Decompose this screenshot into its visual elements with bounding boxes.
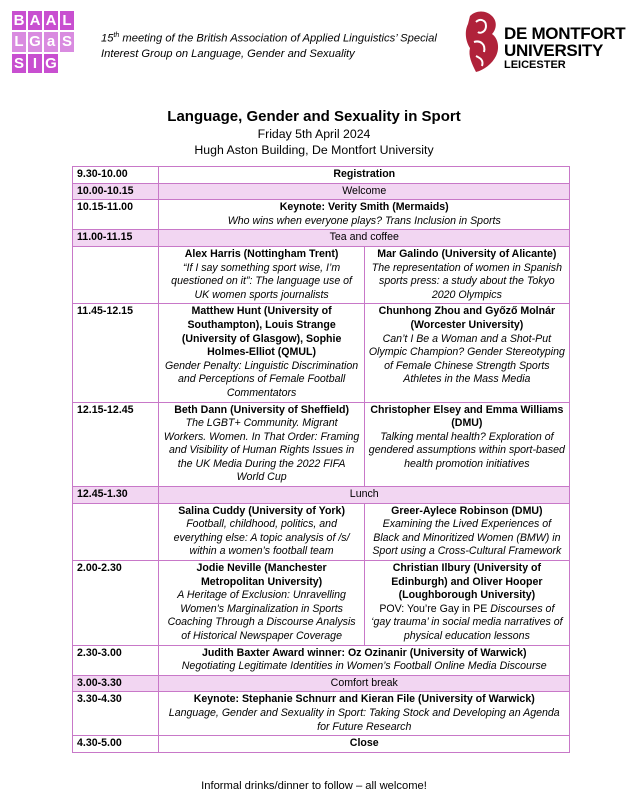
keynote-cell: [159, 692, 570, 736]
talk-cell: [364, 561, 569, 646]
award-cell: [159, 645, 570, 675]
talk-cell: [159, 402, 364, 487]
speaker-name: Keynote: Stephanie Schnurr and Kieran File (University of Warwick): [193, 693, 535, 706]
time-cell: 2.00-2.30: [73, 561, 159, 646]
time-cell: 2.30-3.00: [73, 645, 159, 675]
baal-logo: [11, 10, 75, 74]
time-cell: 11.00-11.15: [73, 230, 159, 247]
dmu-line3: LEICESTER: [504, 59, 566, 71]
talk-title: Gender Penalty: Linguistic Discrimination and Perceptions of Female Football Commentators: [165, 359, 359, 399]
talk-title: A Heritage of Exclusion: Unravelling Women's Marginalization in Sports Coaching Through a Discourse Analysis of Historical Newspaper Coverage: [167, 589, 356, 642]
time-cell: 12.15-12.45: [73, 402, 159, 487]
table-row: [73, 675, 570, 692]
time-cell: 10.15-11.00: [73, 200, 159, 230]
speaker-name: Salina Cuddy (University of York): [178, 504, 345, 517]
talk-title: Football, childhood, politics, and everything else: A topic analysis of /s/ within a women’s football team: [173, 518, 350, 558]
time-cell: 4.30-5.00: [73, 736, 159, 753]
session-label: Comfort break: [159, 675, 570, 692]
event-venue: Hugh Aston Building, De Montfort University: [194, 143, 434, 157]
session-label: Welcome: [159, 183, 570, 200]
page-title: Language, Gender and Sexuality in Sport: [167, 108, 461, 125]
time-cell: [73, 246, 159, 303]
speaker-name: Jodie Neville (Manchester Metropolitan University): [196, 562, 327, 588]
time-cell: 10.00-10.15: [73, 183, 159, 200]
talk-title: “If I say something sport wise, I’m questioned on it”: The language use of UK women sports journalists: [171, 261, 352, 301]
table-row: [73, 487, 570, 504]
talk-cell: [159, 561, 364, 646]
dmu-line2: UNIVERSITY: [504, 41, 604, 60]
logo-cell: L: [11, 31, 27, 52]
session-label: Lunch: [159, 487, 570, 504]
time-cell: [73, 503, 159, 560]
speaker-name: Judith Baxter Award winner: Oz Ozinanir (University of Warwick): [201, 646, 527, 659]
talk-title: POV: You’re Gay in PE Discourses of ‘gay trauma’ in social media narratives of physical education lessons: [371, 602, 563, 642]
logo-cell: S: [59, 31, 75, 52]
time-cell: 11.45-12.15: [73, 304, 159, 402]
table-row: [73, 503, 570, 560]
dmu-wordmark: [504, 25, 625, 71]
time-cell: 9.30-10.00: [73, 167, 159, 184]
session-label: Close: [159, 736, 570, 753]
logo-cell: S: [11, 53, 27, 74]
logo-cell: G: [43, 53, 59, 74]
table-row: [73, 246, 570, 303]
talk-cell: [364, 304, 569, 402]
time-cell: 12.45-1.30: [73, 487, 159, 504]
talk-cell: [159, 503, 364, 560]
logo-cell: a: [43, 31, 59, 52]
table-row: [73, 402, 570, 487]
talk-cell: [364, 246, 569, 303]
table-row: [73, 692, 570, 736]
time-cell: 3.30-4.30: [73, 692, 159, 736]
talk-title: Negotiating Legitimate Identities in Women’s Football Online Media Discourse: [181, 660, 547, 673]
talk-title: Language, Gender and Sexuality in Sport: Taking Stock and Developing an Agenda for Future Research: [168, 706, 560, 733]
session-label: Tea and coffee: [159, 230, 570, 247]
table-row: [73, 183, 570, 200]
table-row: [73, 200, 570, 230]
meeting-description: 15th meeting of the British Association of Applied Linguistics’ Special Interest Group on Language, Gender and Sexuality: [101, 32, 437, 60]
table-row: [73, 167, 570, 184]
speaker-name: Matthew Hunt (University of Southampton), Louis Strange (University of Glasgow), Sophie Holmes-Elliot (QMUL): [181, 305, 342, 359]
table-row: [73, 230, 570, 247]
logo-cell: I: [27, 53, 43, 74]
talk-title: Talking mental health? Exploration of gendered assumptions within sport-based health promotion initiatives: [368, 430, 565, 470]
speaker-name: Christian Ilbury (University of Edinburgh) and Oliver Hooper (Loughborough University): [391, 562, 543, 602]
talk-title: Examining the Lived Experiences of Black and Minoritized Women (BMW) in Sport using a Cross-Cultural Framework: [372, 518, 562, 558]
speaker-name: Alex Harris (Nottingham Trent): [184, 247, 339, 260]
table-row: [73, 304, 570, 402]
table-row: [73, 645, 570, 675]
programme-table: [72, 166, 570, 753]
speaker-name: Christopher Elsey and Emma Williams (DMU): [370, 403, 564, 430]
talk-cell: [159, 246, 364, 303]
speaker-name: Beth Dann (University of Sheffield): [174, 403, 349, 416]
dmu-line1: DE MONTFORT: [504, 24, 626, 43]
footer-note: Informal drinks/dinner to follow – all welcome!: [201, 780, 427, 792]
speaker-name: Keynote: Verity Smith (Mermaids): [279, 201, 449, 214]
speaker-name: Chunhong Zhou and Győző Molnár (Worcester University): [378, 305, 556, 331]
time-cell: 3.00-3.30: [73, 675, 159, 692]
talk-title: The representation of women in Spanish sports press: a study about the Tokyo 2020 Olympics: [371, 261, 562, 301]
talk-title: The LGBT+ Community. Migrant Workers. Women. In That Order: Framing and Visibility of Human Rights Issues in the UK Media During the 2022 FIFA World Cup: [163, 417, 360, 484]
logo-cell: A: [43, 10, 59, 31]
talk-title: Can’t I Be a Woman and a Shot-Put Olympic Champion? Gender Stereotyping of Female Chinese Strength Sports Athletes in the Mass Media: [368, 332, 565, 386]
table-row: [73, 736, 570, 753]
session-label: Registration: [159, 167, 570, 184]
logo-cell: [59, 53, 75, 74]
table-row: [73, 561, 570, 646]
event-date: Friday 5th April 2024: [257, 127, 371, 141]
talk-cell: [364, 402, 569, 487]
keynote-cell: [159, 200, 570, 230]
logo-cell: L: [59, 10, 75, 31]
talk-title: Who wins when everyone plays? Trans Inclusion in Sports: [227, 214, 501, 227]
speaker-name: Mar Galindo (University of Alicante): [377, 247, 557, 260]
logo-cell: G: [27, 31, 43, 52]
logo-cell: A: [27, 10, 43, 31]
speaker-name: Greer-Aylece Robinson (DMU): [391, 504, 543, 517]
logo-cell: B: [11, 10, 27, 31]
talk-cell: [364, 503, 569, 560]
talk-cell: [159, 304, 364, 402]
